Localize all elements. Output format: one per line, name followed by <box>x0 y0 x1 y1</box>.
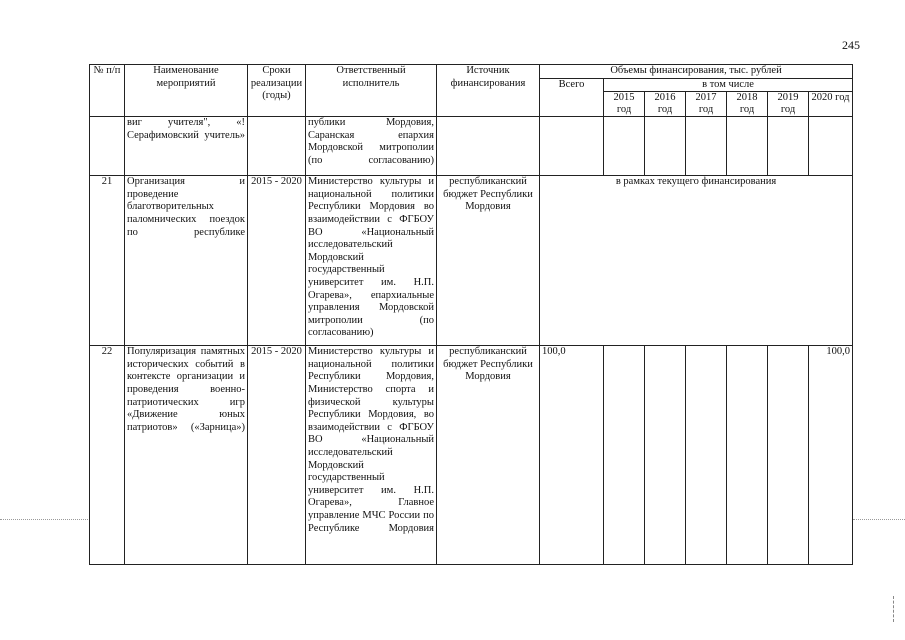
header-terms: Сроки реализации (годы) <box>248 65 306 117</box>
row-2019 <box>768 346 809 565</box>
row-num: 21 <box>90 176 125 346</box>
row-2018 <box>727 117 768 176</box>
scan-artifact-right <box>853 519 905 521</box>
row-terms: 2015 - 2020 <box>248 176 306 346</box>
financing-table <box>89 64 853 565</box>
row-executor: публики Мордовия, Саранская епархия Мордовской митрополии (по согласованию) <box>306 117 437 176</box>
row-terms <box>248 117 306 176</box>
row-2017 <box>686 117 727 176</box>
row-financing-note: в рамках текущего финансирования <box>540 176 853 346</box>
row-2017 <box>686 346 727 565</box>
header-including: в том числе <box>604 78 853 92</box>
row-2020 <box>809 117 853 176</box>
table-row-21 <box>90 176 853 346</box>
row-executor: Министерство культуры и национальной политики Республики Мордовия во взаимодействии с ФГБОУ ВО «Национальный исследовательский Мордовский государственный университет им. Н.П. Огарева», епархиальные управления Мордовской митрополии (по согласованию) <box>306 176 437 346</box>
header-num: № п/п <box>90 65 125 117</box>
row-num: 22 <box>90 346 125 565</box>
row-2015 <box>604 346 645 565</box>
page-number: 245 <box>842 38 860 52</box>
row-name: Организация и проведение благотворительных паломнических поездок по республике <box>125 176 248 346</box>
header-total: Всего <box>540 78 604 117</box>
header-year-2015: 2015 год <box>604 92 645 117</box>
row-name: виг учителя", «!Серафимовский учитель» <box>125 117 248 176</box>
header-year-2016: 2016 год <box>645 92 686 117</box>
header-year-2018: 2018 год <box>727 92 768 117</box>
table-row-continued <box>90 117 853 176</box>
row-name: Популяризация памятных исторических событий в контексте организации и проведения военно-патриотических игр «Движение юных патриотов» («Зарница») <box>125 346 248 565</box>
row-executor: Министерство культуры и национальной политики Республики Мордовия, Министерство спорта и физической культуры Республики Мордовия, во взаимодействии с ФГБОУ ВО «Национальный исследовательский Мордовский государственный университет им. Н.П. Огарева», Главное управление МЧС России по Республике Мордовия <box>306 346 437 565</box>
row-2019 <box>768 117 809 176</box>
row-total <box>540 117 604 176</box>
table-row-22 <box>90 346 853 565</box>
header-row-1 <box>90 65 853 79</box>
row-2018 <box>727 346 768 565</box>
row-total: 100,0 <box>540 346 604 565</box>
header-year-2019: 2019 год <box>768 92 809 117</box>
row-2016 <box>645 346 686 565</box>
row-terms: 2015 - 2020 <box>248 346 306 565</box>
header-executor: Ответственный исполнитель <box>306 65 437 117</box>
scan-edge-mark <box>893 596 897 622</box>
header-year-2020: 2020 год <box>809 92 853 117</box>
header-volume: Объемы финансирования, тыс. рублей <box>540 65 853 79</box>
header-source: Источник финансирования <box>437 65 540 117</box>
header-name: Наименование мероприятий <box>125 65 248 117</box>
row-num <box>90 117 125 176</box>
row-2020: 100,0 <box>809 346 853 565</box>
header-year-2017: 2017 год <box>686 92 727 117</box>
row-2016 <box>645 117 686 176</box>
row-2015 <box>604 117 645 176</box>
row-source: республиканский бюджет Республики Мордовия <box>437 176 540 346</box>
row-source <box>437 117 540 176</box>
scan-artifact-left <box>0 519 88 521</box>
row-source: республиканский бюджет Республики Мордовия <box>437 346 540 565</box>
